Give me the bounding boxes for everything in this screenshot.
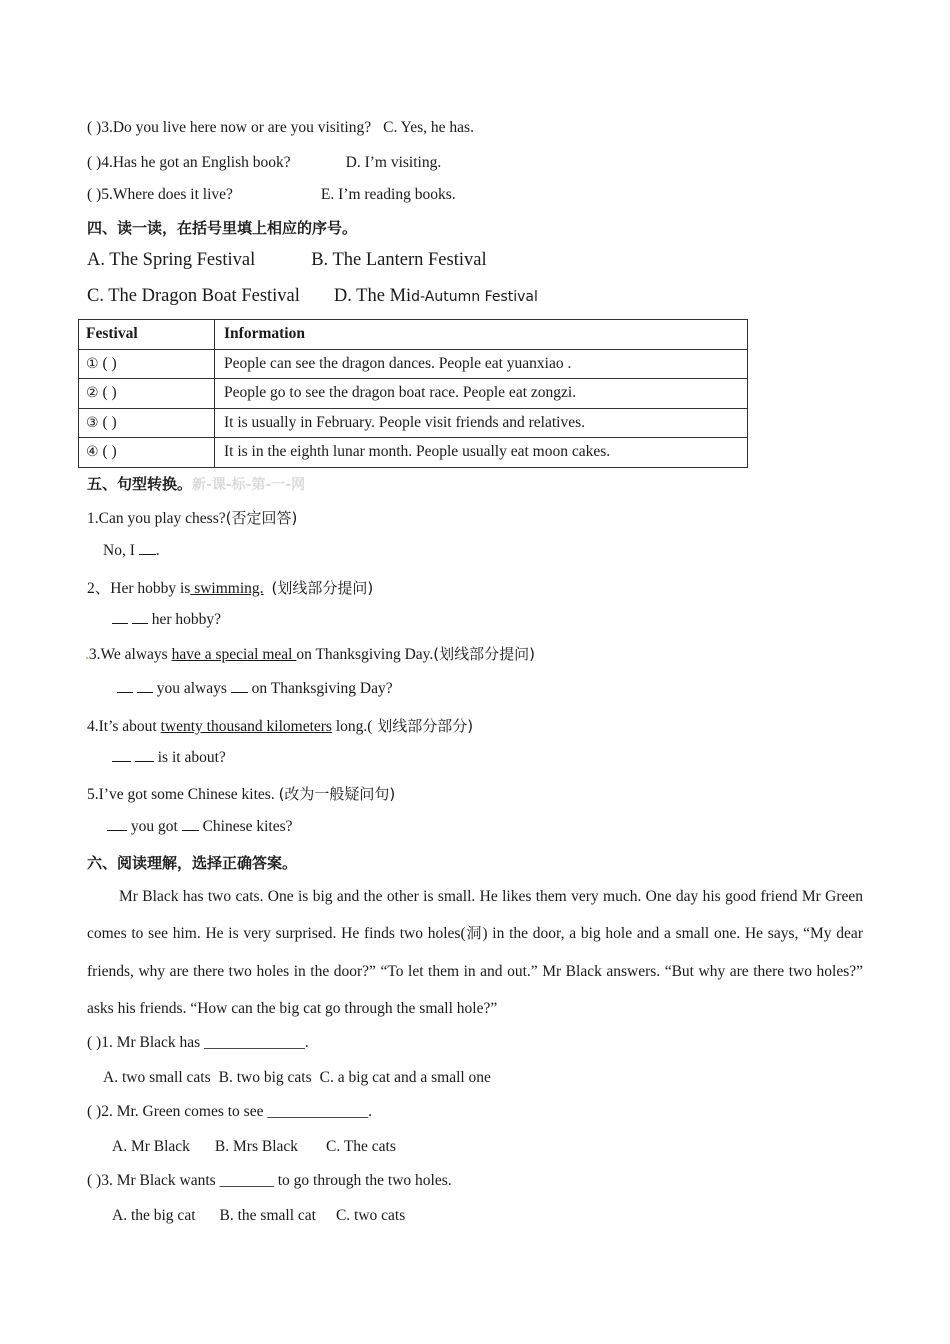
- answer-blank[interactable]: [117, 680, 133, 693]
- question-text: 4.It’s about: [87, 718, 161, 735]
- row-number: ①: [86, 355, 99, 372]
- festival-answer-cell[interactable]: [79, 408, 215, 438]
- matching-question-4: [87, 154, 441, 172]
- answer-suffix: .: [155, 542, 160, 559]
- row-number: ④: [86, 444, 99, 461]
- answer-suffix: Chinese kites?: [202, 818, 293, 835]
- festival-answer-cell[interactable]: [79, 438, 215, 468]
- information-cell: It is usually in February. People visit friends and relatives.: [215, 408, 748, 438]
- answer-blank[interactable]: [137, 680, 153, 693]
- answer-mid: you always: [156, 680, 227, 697]
- answer-paren[interactable]: ( ): [87, 1034, 102, 1051]
- question-text: 1.Can you play chess?: [87, 510, 226, 527]
- table-row: [79, 408, 748, 438]
- question-text: 4.Has he got an English book?: [101, 154, 291, 171]
- reading-options-1: [103, 1069, 491, 1087]
- answer-blank[interactable]: [182, 818, 199, 831]
- answer-paren[interactable]: ( ): [87, 186, 102, 203]
- option-a: A. two small cats: [103, 1069, 211, 1086]
- table-header-festival: Festival: [79, 320, 215, 350]
- reading-question-1: [87, 1034, 309, 1052]
- instruction-note: (划线部分提问): [433, 645, 535, 663]
- festival-answer-cell[interactable]: [79, 349, 215, 379]
- instruction-note: (改为一般疑问句): [278, 785, 396, 803]
- festival-option-d: [334, 286, 538, 306]
- answer-paren[interactable]: ( ): [102, 354, 117, 372]
- table-row: [79, 349, 748, 379]
- option-text: E. I’m reading books.: [320, 186, 456, 203]
- watermark-text: 新-课-标-第-一-网: [192, 477, 306, 493]
- answer-blank[interactable]: [132, 611, 148, 624]
- table-header-information: Information: [215, 320, 748, 350]
- festival-options-row-1: [87, 250, 487, 271]
- festival-options-row-2: [87, 286, 538, 307]
- answer-blank[interactable]: [107, 818, 127, 831]
- festival-option-a: A. The Spring Festival: [87, 250, 256, 270]
- festival-table: [78, 319, 748, 468]
- section-5-heading: 五、句型转换。: [87, 475, 193, 493]
- reading-options-2: [112, 1138, 396, 1156]
- option-b: B. the small cat: [219, 1207, 316, 1224]
- answer-mid: you got: [130, 818, 178, 835]
- stray-mark: .: [85, 646, 89, 663]
- question-stem: 3. Mr Black wants _______ to go through the two holes.: [101, 1172, 452, 1189]
- answer-paren[interactable]: ( ): [102, 413, 117, 431]
- answer-prefix: No, I: [103, 542, 135, 559]
- question-text: 5.I’ve got some Chinese kites.: [87, 786, 279, 803]
- question-text: 5.Where does it live?: [101, 186, 233, 203]
- option-a: A. Mr Black: [112, 1138, 190, 1155]
- information-cell: People can see the dragon dances. People eat yuanxiao .: [215, 349, 748, 379]
- question-text: 3.Do you live here now or are you visiting?: [101, 119, 372, 136]
- question-text-end: on Thanksgiving Day.: [296, 646, 434, 663]
- reading-passage: [87, 878, 863, 1027]
- underlined-part: twenty thousand kilometers: [160, 718, 332, 735]
- answer-paren[interactable]: ( ): [102, 384, 117, 402]
- option-c: C. The cats: [326, 1138, 396, 1155]
- instruction-note: (否定回答): [225, 509, 298, 527]
- question-text-end: long.(: [331, 718, 373, 735]
- answer-paren[interactable]: ( ): [102, 443, 117, 461]
- passage-text-1: Mr Black has two cats. One is big and the other is small. He likes them very much. One day his good friend Mr Green comes to see him. He is very surprised. He finds two holes(: [87, 888, 863, 943]
- answer-blank[interactable]: [135, 749, 154, 762]
- section-4-heading: 四、读一读，在括号里填上相应的序号。: [87, 219, 358, 237]
- reading-question-3: [87, 1172, 452, 1190]
- information-cell: People go to see the dragon boat race. People eat zongzi.: [215, 379, 748, 409]
- answer-paren[interactable]: ( ): [87, 1103, 102, 1120]
- question-text: 2、Her hobby is: [87, 580, 191, 597]
- transform-answer-4: [112, 749, 226, 767]
- row-number: ②: [86, 385, 99, 402]
- transform-answer-2: [112, 611, 221, 629]
- section-5-heading-row: [87, 473, 305, 494]
- answer-paren[interactable]: ( ): [87, 119, 102, 136]
- row-number: ③: [86, 414, 99, 431]
- question-stem: 2. Mr. Green comes to see _____________.: [101, 1103, 372, 1120]
- question-text: 3.We always: [88, 646, 172, 663]
- answer-paren[interactable]: ( ): [87, 154, 102, 171]
- festival-option-d-prefix: D. The Mi: [333, 286, 412, 306]
- answer-suffix: is it about?: [157, 749, 226, 766]
- matching-question-3: [87, 119, 474, 137]
- answer-blank[interactable]: [112, 749, 131, 762]
- passage-text-2: ) in the door, a big hole and a small one. He says, “My dear friends, why are there two holes in the door?” “To let them in and out.” Mr Black answers. “But why are there two holes?” asks his friends. “How can the big cat go through the small hole?”: [87, 925, 863, 1017]
- passage-cjk: 洞: [465, 924, 483, 943]
- transform-question-3: [85, 643, 535, 664]
- festival-answer-cell[interactable]: [79, 379, 215, 409]
- table-row: [79, 379, 748, 409]
- instruction-note: 划线部分部分): [372, 717, 474, 735]
- option-b: B. two big cats: [218, 1069, 312, 1086]
- option-a: A. the big cat: [112, 1207, 196, 1224]
- table-header-row: [79, 320, 748, 350]
- transform-question-2: [87, 576, 373, 598]
- reading-question-2: [87, 1103, 372, 1121]
- table-row: [79, 438, 748, 468]
- festival-option-b: B. The Lantern Festival: [311, 250, 487, 270]
- information-cell: It is in the eighth lunar month. People usually eat moon cakes.: [215, 438, 748, 468]
- transform-question-4: [87, 715, 473, 736]
- answer-paren[interactable]: ( ): [87, 1172, 102, 1189]
- matching-question-5: [87, 186, 456, 204]
- underlined-part: have a special meal: [171, 646, 297, 663]
- answer-blank[interactable]: [112, 611, 128, 624]
- reading-options-3: [112, 1207, 405, 1225]
- underlined-part: swimming.: [190, 580, 264, 597]
- answer-blank[interactable]: [139, 542, 156, 555]
- question-stem: 1. Mr Black has _____________.: [101, 1034, 309, 1051]
- transform-answer-3: [117, 680, 393, 698]
- option-text: D. I’m visiting.: [345, 154, 442, 171]
- transform-answer-1: [103, 542, 160, 560]
- option-text: C. Yes, he has.: [383, 119, 474, 136]
- instruction-note: (划线部分提问): [271, 579, 374, 597]
- option-c: C. a big cat and a small one: [319, 1069, 491, 1086]
- option-c: C. two cats: [335, 1207, 406, 1224]
- festival-option-c: C. The Dragon Boat Festival: [87, 286, 300, 306]
- transform-answer-5: [107, 818, 293, 836]
- option-b: B. Mrs Black: [214, 1138, 299, 1155]
- festival-option-d-suffix: d-Autumn Festival: [411, 289, 538, 305]
- transform-question-1: [87, 507, 297, 528]
- answer-suffix: her hobby?: [151, 611, 222, 628]
- answer-blank[interactable]: [231, 680, 248, 693]
- section-6-heading: 六、阅读理解，选择正确答案。: [87, 854, 298, 872]
- answer-suffix: on Thanksgiving Day?: [251, 680, 393, 697]
- transform-question-5: [87, 783, 395, 804]
